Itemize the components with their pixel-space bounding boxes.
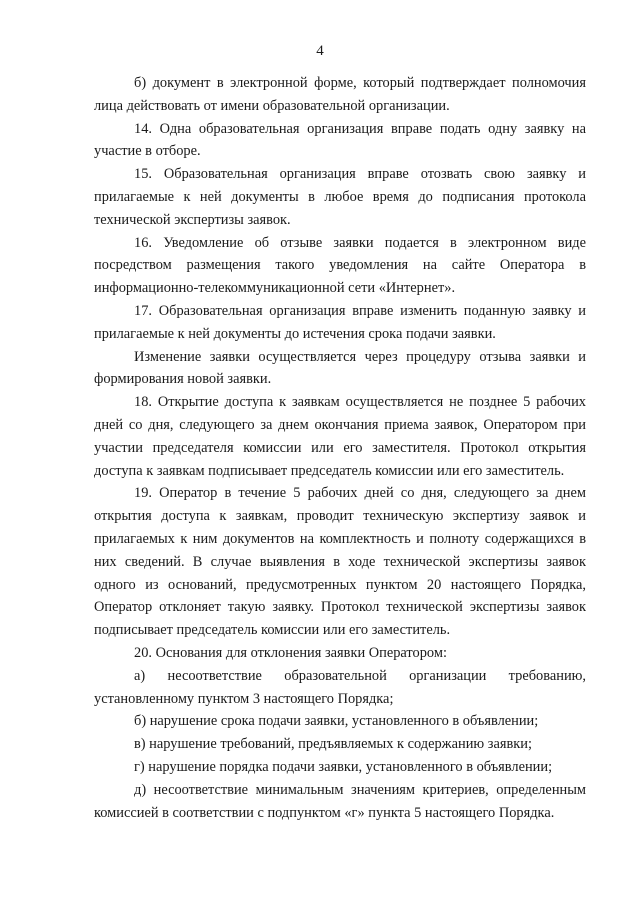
paragraph-6b: б) документ в электронной форме, который подтверждает полномочия лица действовать от имени образовательной организации. bbox=[94, 75, 586, 114]
paragraph-19: 19. Оператор в течение 5 рабочих дней со дня, следующего за днем открытия доступа к заявкам, проводит техническую экспертизу заявок и прилагаемых к ним документов на комплектность и полноту содержащихся в них сведений. В случае выявления в ходе технической экспертизы заявок одного из оснований, предусмотренных пунктом 20 настоящего Порядка, Оператор отклоняет такую заявку. Протокол технической экспертизы заявок подписывает председатель комиссии или его заместитель. bbox=[94, 485, 586, 639]
document-body bbox=[94, 72, 586, 824]
paragraph-20a: а) несоответствие образовательной организации требованию, установленному пунктом 3 настоящего Порядка; bbox=[94, 667, 586, 707]
paragraph-20b: б) нарушение срока подачи заявки, установленного в объявлении; bbox=[134, 713, 539, 730]
paragraph-20: 20. Основания для отклонения заявки Оператором: bbox=[134, 644, 447, 661]
paragraph-18: 18. Открытие доступа к заявкам осуществляется не позднее 5 рабочих дней со дня, следующего за днем окончания приема заявок, Оператором при участии председателя комиссии или его заместителя. Протокол открытия доступа к заявкам подписывает председатель комиссии или его заместитель. bbox=[94, 394, 586, 479]
paragraph-20d: д) несоответствие минимальным значениям критериев, определенным комиссией в соответствии с подпунктом «г» пункта 5 настоящего Порядка. bbox=[94, 781, 586, 821]
paragraph-16: 16. Уведомление об отзыве заявки подается в электронном виде посредством размещения такого уведомления на сайте Оператора в информационно-телекоммуникационной сети «Интернет». bbox=[94, 234, 586, 297]
paragraph-14: 14. Одна образовательная организация вправе подать одну заявку на участие в отборе. bbox=[94, 120, 586, 160]
paragraph-17-change: Изменение заявки осуществляется через процедуру отзыва заявки и формирования новой заявки. bbox=[94, 348, 586, 388]
paragraph-20g: г) нарушение порядка подачи заявки, установленного в объявлении; bbox=[134, 758, 553, 775]
paragraph-20v: в) нарушение требований, предъявляемых к содержанию заявки; bbox=[134, 736, 532, 753]
paragraph-15: 15. Образовательная организация вправе отозвать свою заявку и прилагаемые к ней документы в любое время до подписания протокола технической экспертизы заявок. bbox=[94, 166, 586, 228]
paragraph-17: 17. Образовательная организация вправе изменить поданную заявку и прилагаемые к ней документы до истечения срока подачи заявки. bbox=[94, 302, 586, 342]
page-number: 4 bbox=[316, 43, 324, 59]
